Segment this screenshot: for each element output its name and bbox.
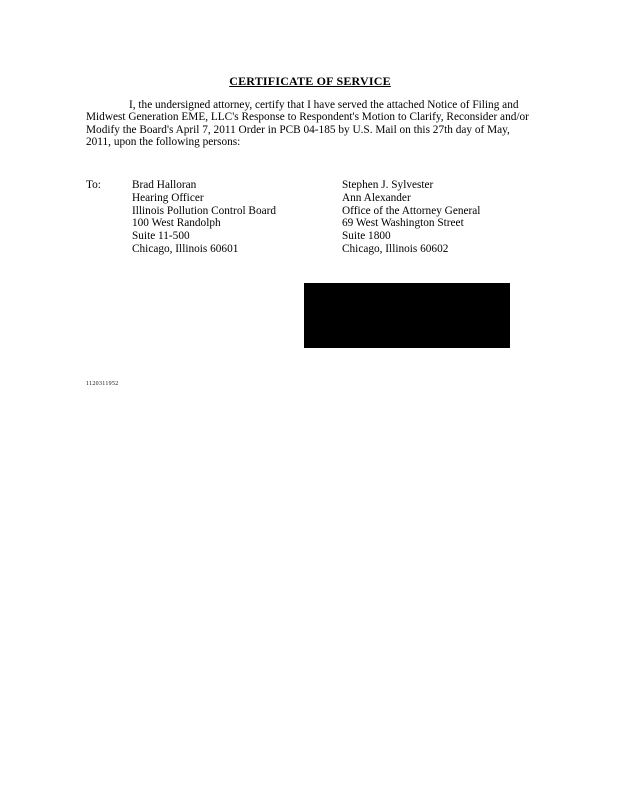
redacted-signature-block	[304, 283, 510, 348]
recipient-name: Ann Alexander	[342, 191, 411, 204]
recipient-organization: Illinois Pollution Control Board	[132, 204, 277, 217]
recipient-name: Brad Halloran	[132, 179, 197, 191]
recipient-city: Chicago, Illinois 60601	[132, 242, 239, 255]
recipient-suite: Suite 11-500	[132, 230, 190, 243]
recipient-address-block	[342, 179, 542, 256]
recipient-city: Chicago, Illinois 60602	[342, 242, 449, 255]
recipient-title: Hearing Officer	[132, 191, 204, 204]
recipient-suite: Suite 1800	[342, 230, 391, 243]
document-title: CERTIFICATE OF SERVICE	[229, 74, 391, 88]
certification-paragraph: I, the undersigned attorney, certify that I have served the attached Notice of Filing and Midwest Generation EME, LLC's Response to Respondent's Motion to Clarify, Reconsider and/or Modify the Board's April 7, 2011 Order in PCB 04-185 by U.S. Mail on this 27th day of May, 2011, upon the following persons:	[86, 99, 529, 149]
recipient-street: 100 West Randolph	[132, 217, 221, 230]
recipient-organization: Office of the Attorney General	[342, 204, 481, 217]
recipient-address-block	[132, 179, 332, 256]
recipient-name: Stephen J. Sylvester	[342, 179, 434, 191]
to-label: To:	[86, 179, 101, 191]
document-id: 1120311952	[86, 381, 119, 387]
recipient-street: 69 West Washington Street	[342, 217, 464, 230]
